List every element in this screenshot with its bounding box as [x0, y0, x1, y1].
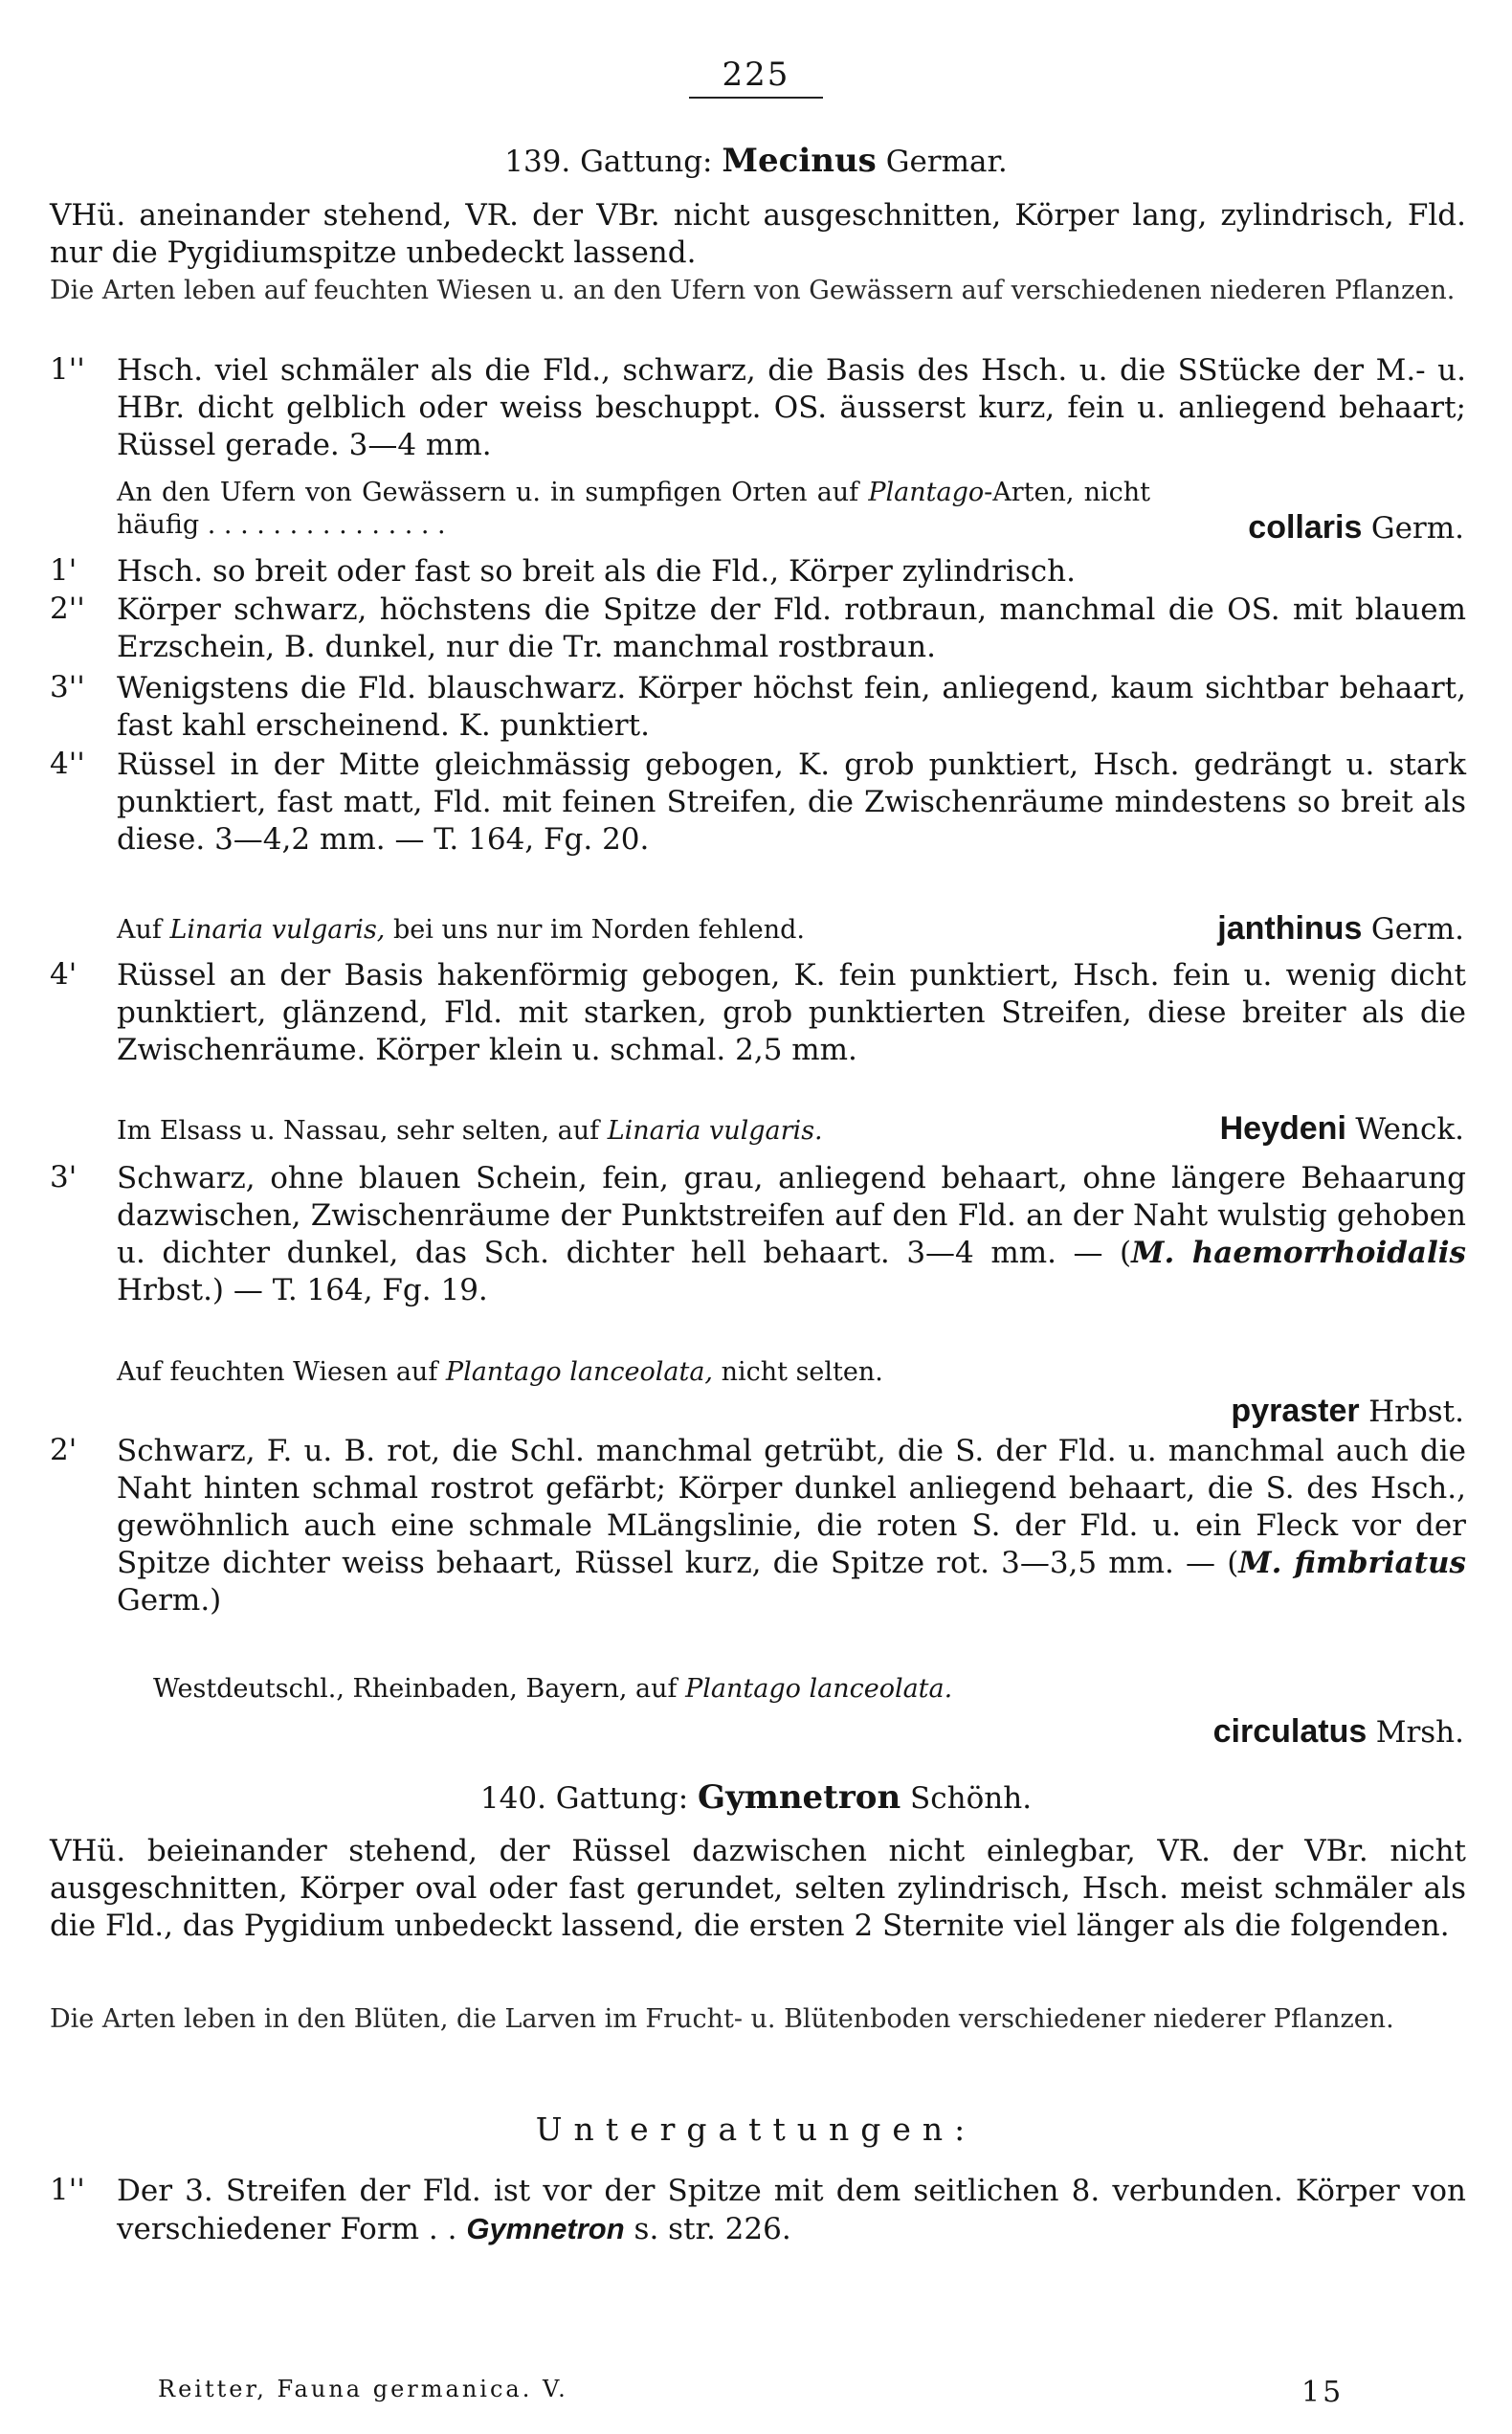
- note-text: Auf feuchten Wiesen auf: [117, 1357, 446, 1387]
- key-marker: 4': [50, 957, 78, 992]
- genus-140-description: VHü. beieinander stehend, der Rüssel dazwischen nicht einlegbar, VR. der VBr. nicht ausgeschnitten, Körper oval oder fast gerundet, selten zylindrisch, Hsch. meist schmäler als die Fld., das Pygidium unbedeckt lassend, die ersten 2 Sternite viel länger als die folgenden.: [50, 1834, 1466, 1943]
- key-marker: 4'': [50, 747, 85, 781]
- key-text: Rüssel an der Basis hakenförmig gebogen, K. fein punktiert, Hsch. fein u. wenig dicht punktiert, glänzend, Fld. mit starken, grob punktierten Streifen, diese breiter als die Zwischenräume. Körper klein u. schmal. 2,5 mm.: [117, 958, 1466, 1067]
- note-text: Westdeutschl., Rheinbaden, Bayern, auf: [153, 1674, 686, 1704]
- species-collaris: [1248, 509, 1464, 547]
- key-text: Hsch. viel schmäler als die Fld., schwarz, die Basis des Hsch. u. die SStücke der M.- u. HBr. dicht gelblich oder weiss beschuppt. OS. äusserst kurz, fein u. anliegend behaart; Rüssel gerade. 3—4 mm.: [117, 353, 1466, 462]
- subgenera-heading: Untergattungen:: [535, 2110, 977, 2148]
- note-plant-name: Plantago lanceolata.: [685, 1674, 953, 1704]
- key-text: [117, 1433, 1466, 1619]
- key-text: Wenigstens die Fld. blauschwarz. Körper höchst fein, anliegend, kaum sichtbar behaart, fast kahl erscheinend. K. punktiert.: [117, 671, 1466, 743]
- key-marker: 1'': [50, 2173, 85, 2207]
- species-author: Germ.: [1370, 912, 1464, 947]
- note-text: nicht selten.: [713, 1357, 883, 1387]
- species-name: circulatus: [1212, 1713, 1367, 1750]
- species-circulatus: [1213, 1713, 1464, 1751]
- page-number-rule: [689, 97, 823, 99]
- genus-name: Mecinus: [722, 142, 877, 180]
- genus-heading-label: 139. Gattung:: [504, 145, 713, 179]
- footer-signature: Reitter, Fauna germanica. V.: [158, 2376, 568, 2402]
- note-plant-name: Plantago: [868, 478, 985, 507]
- key-text-body: Germ.): [117, 1583, 222, 1618]
- genus-author: Schönh.: [910, 1781, 1033, 1816]
- note-plant-name: Plantago lanceolata,: [445, 1357, 714, 1387]
- key-text-body: Hrbst.) — T. 164, Fg. 19.: [117, 1273, 488, 1307]
- key-text: [117, 1160, 1466, 1309]
- species-pyraster: [1231, 1393, 1464, 1430]
- genus-heading-label: 140. Gattung:: [479, 1781, 689, 1816]
- key-text-body: Der 3. Streifen der Fld. ist vor der Spitze mit dem seitlichen 8. verbunden. Körper von verschiedener Form . .: [117, 2174, 1466, 2246]
- synonym-name: M. haemorrhoidalis: [1131, 1236, 1466, 1270]
- footer-sheet-number: 15: [1301, 2376, 1345, 2409]
- note-text: Im Elsass u. Nassau, sehr selten, auf: [117, 1116, 608, 1146]
- species-heydeni: [1220, 1110, 1464, 1148]
- genus-139-habitat: Die Arten leben auf feuchten Wiesen u. an den Ufern von Gewässern auf verschiedenen niederen Pflanzen.: [50, 276, 1456, 305]
- key-text: [117, 2173, 1466, 2248]
- key-habitat-note: [117, 477, 1150, 542]
- genus-139-description: VHü. aneinander stehend, VR. der VBr. nicht ausgeschnitten, Körper lang, zylindrisch, Fld. nur die Pygidiumspitze unbedeckt lassend.: [50, 198, 1466, 270]
- key-habitat-note: [117, 1115, 1112, 1148]
- note-text: -Arten, nicht häufig . . . . . . . . . . . . . . .: [117, 478, 1150, 540]
- note-plant-name: Linaria vulgaris,: [169, 915, 386, 945]
- species-author: Mrsh.: [1375, 1715, 1464, 1750]
- key-habitat-note: [117, 914, 1122, 947]
- species-janthinus: [1217, 910, 1464, 948]
- note-plant-name: Linaria vulgaris.: [607, 1116, 823, 1146]
- species-author: Wenck.: [1355, 1112, 1464, 1147]
- key-text-body: s. str. 226.: [634, 2212, 791, 2246]
- species-name: Heydeni: [1219, 1110, 1346, 1147]
- key-marker: 2'': [50, 592, 85, 626]
- note-text: An den Ufern von Gewässern u. in sumpfigen Orten auf: [117, 478, 869, 507]
- species-author: Germ.: [1370, 511, 1464, 546]
- key-text-body: Schwarz, F. u. B. rot, die Schl. manchmal getrübt, die S. der Fld. u. manchmal auch die Naht hinten schmal rostrot gefärbt; Körper dunkel anliegend behaart, die S. des Hsch., gewöhnlich auch eine schmale MLängslinie, die roten S. der Fld. u. ein Fleck vor der Spitze dichter weiss behaart, Rüssel kurz, die Spitze rot. 3—3,5 mm. — (: [117, 1434, 1466, 1580]
- species-name: pyraster: [1231, 1393, 1360, 1429]
- genus-name: Gymnetron: [698, 1778, 901, 1817]
- key-habitat-note: [153, 1673, 1206, 1706]
- genus-author: Germar.: [885, 145, 1008, 179]
- key-text: Rüssel in der Mitte gleichmässig gebogen, K. grob punktiert, Hsch. gedrängt u. stark punktiert, fast matt, Fld. mit feinen Streifen, die Zwischenräume mindestens so breit als diese. 3—4,2 mm. — T. 164, Fg. 20.: [117, 748, 1466, 857]
- page-number: 225: [722, 56, 790, 94]
- key-marker: 1'': [50, 352, 85, 387]
- subgenus-name: Gymnetron: [466, 2212, 625, 2245]
- note-text: Auf: [117, 915, 170, 945]
- key-habitat-note: [117, 1356, 1169, 1389]
- species-name: collaris: [1248, 509, 1363, 546]
- key-marker: 1': [50, 553, 78, 588]
- key-marker: 3'': [50, 670, 85, 704]
- key-marker: 3': [50, 1160, 78, 1195]
- key-text-body: Schwarz, ohne blauen Schein, fein, grau, anliegend behaart, ohne längere Behaarung dazwischen, Zwischenräume der Punktstreifen auf den Fld. an der Naht wulstig gehoben u. dichter dunkel, das Sch. dichter hell behaart. 3—4 mm. — (: [117, 1161, 1466, 1270]
- key-text: Körper schwarz, höchstens die Spitze der Fld. rotbraun, manchmal die OS. mit blauem Erzschein, B. dunkel, nur die Tr. manchmal rostbraun.: [117, 592, 1466, 664]
- genus-140-heading: [0, 1778, 1512, 1817]
- note-text: bei uns nur im Norden fehlend.: [385, 915, 806, 945]
- species-author: Hrbst.: [1368, 1395, 1464, 1429]
- genus-140-habitat: Die Arten leben in den Blüten, die Larven im Frucht- u. Blütenboden verschiedener niederer Pflanzen.: [50, 2004, 1394, 2034]
- species-name: janthinus: [1217, 910, 1363, 947]
- key-text: Hsch. so breit oder fast so breit als die Fld., Körper zylindrisch.: [117, 554, 1076, 589]
- genus-139-heading: [0, 142, 1512, 180]
- key-marker: 2': [50, 1433, 78, 1467]
- synonym-name: M. fimbriatus: [1238, 1546, 1467, 1580]
